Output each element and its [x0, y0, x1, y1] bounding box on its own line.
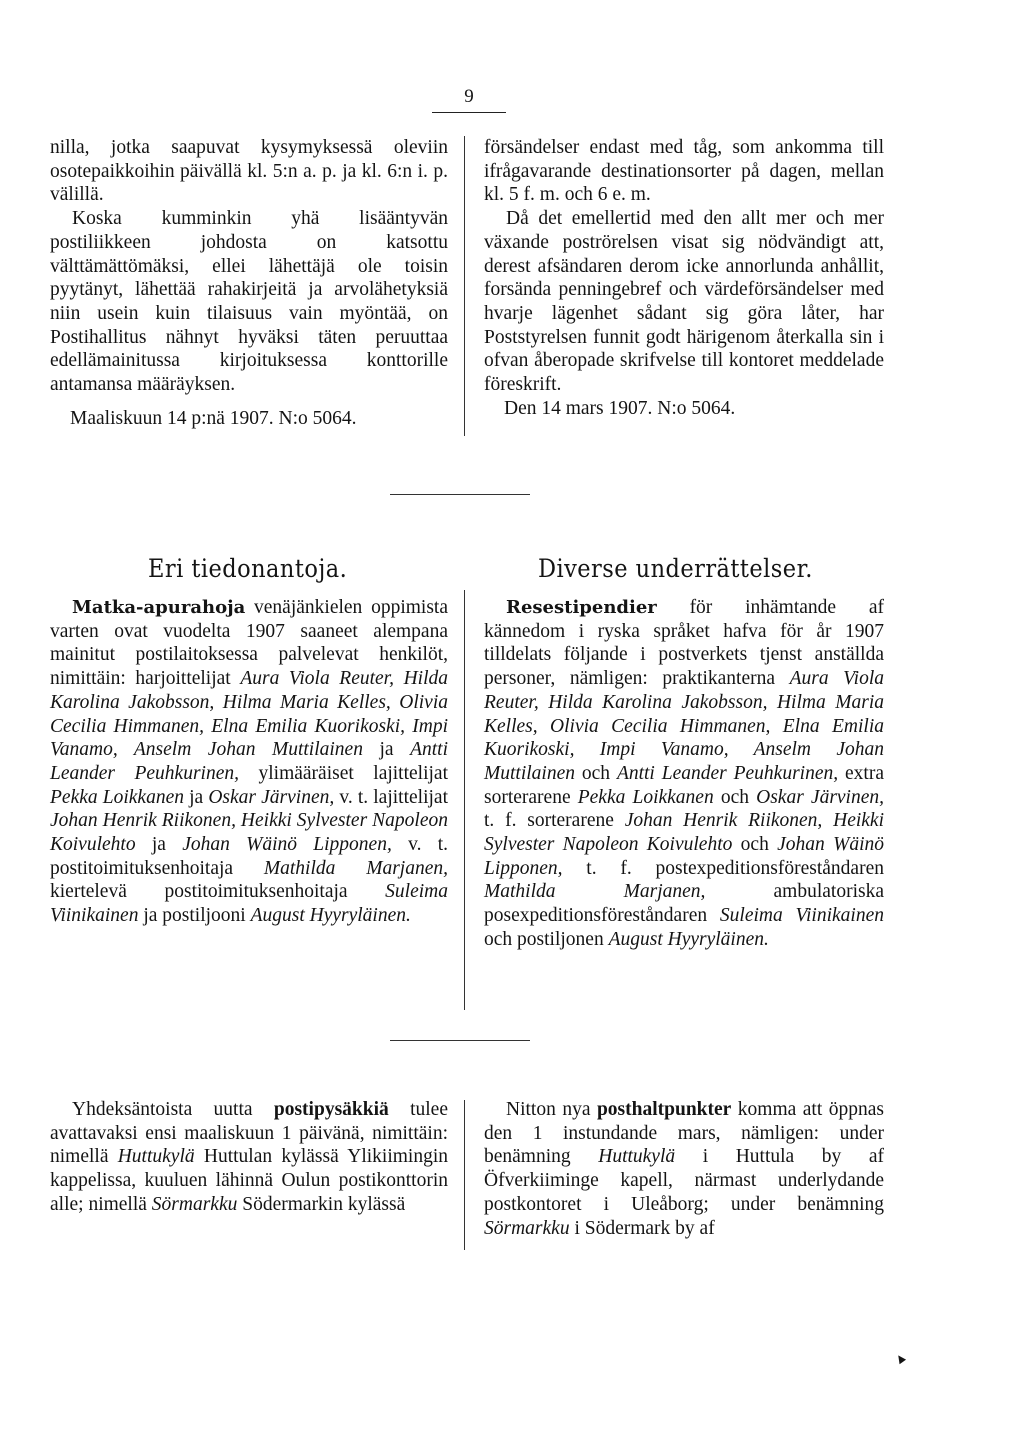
section-divider-1 [390, 494, 530, 495]
top-fi-lead: nilla, jotka saapuvat kysymyksessä oleviin osotepaikkoihin päivällä kl. 5:n a. p. ja kl. 6:n i. p. välillä. [50, 137, 448, 206]
fi-name: Mathilda Marjanen, [263, 857, 448, 879]
page-number-rule [432, 112, 506, 113]
ink-speck: ▴ [892, 1349, 909, 1368]
top-column-divider [464, 136, 465, 436]
middle-fi-paragraph: Matka-apurahoja venäjänkielen oppimista varten ovat vuodelta 1907 saaneet alempana mainitut postilaitoksessa palvelevat henkilöt, nimittäin: harjoittelijat Aura Viola Reuter, Hilda Karolina Jakobsson, Hilma Maria Kelles, Olivia Cecilia Himmanen, Elna Emilia Kuorikoski, Impi Vanamo, Anselm Johan Muttilainen ja Antti Leander Peuhkurinen, ylimääräiset lajittelijat Pekka Loikkanen ja Oskar Järvinen, v. t. lajittelijat Johan Henrik Riikonen, Heikki Sylvester Napoleon Koivulehto ja Johan Wäinö Lipponen, v. t. postitoimituksenhoitaja Mathilda Marjanen, kiertelevä postitoimituksenhoitaja Suleima Viinikainen ja postiljooni August Hyyryläinen. [50, 597, 449, 927]
fi-bold-term: postipysäkkiä [273, 1099, 389, 1120]
fi-name: Pekka Loikkanen [50, 786, 184, 808]
fi-section-heading: Eri tiedonantoja. [148, 554, 348, 583]
top-fi-dateline: Maaliskuun 14 p:nä 1907. N:o 5064. [70, 407, 357, 429]
middle-swedish-column [484, 596, 884, 952]
top-sv-body: Då det emellertid med den allt mer och mer växande poströrelsen visat sig nödvändigt att, derest afsändaren derom icke annorlunda anhållit, forsända penningebref och värdeförsändelser med hvarje lägenhet sådant sig göra låter, har Poststyrelsen funnit godt härigenom återkalla sin i ofvan åberopade skrifvelse till kontoret meddelade föreskrift. [484, 208, 884, 396]
fi-name: August Hyyryläinen. [250, 905, 411, 927]
sv-name: August Hyyryläinen. [608, 928, 769, 950]
sv-place-name: Sörmarkku [484, 1217, 570, 1239]
middle-sv-paragraph: Resestipendier för inhämtande af kännedom i ryska språket hafva för år 1907 tilldelats följande i postverkets tjenst anställda personer, nämligen: praktikanterna Aura Viola Reuter, Hilda Karolina Jakobsson, Hilma Maria Kelles, Olivia Cecilia Himmanen, Elna Emilia Kuorikoski, Impi Vanamo, Anselm Johan Muttilainen och Antti Leander Peuhkurinen, extra sorterarene Pekka Loikkanen och Oskar Järvinen, t. f. sorterarene Johan Henrik Riikonen, Heikki Sylvester Napoleon Koivulehto och Johan Wäinö Lipponen, t. f. postexpeditionsföreståndaren Mathilda Marjanen, ambulatoriska posexpeditionsföreståndaren Suleima Viinikainen och postiljonen August Hyyryläinen. [484, 597, 885, 950]
bottom-finnish-column [50, 1098, 448, 1217]
page-number: 9 [464, 86, 474, 107]
fi-name: Oskar Järvinen, [208, 786, 335, 808]
top-sv-lead: försändelser endast med tåg, som ankomma till ifrågavarande destinationsorter på dagen, mellan kl. 5 f. m. och 6 e. m. [484, 137, 884, 206]
top-finnish-column [50, 136, 448, 430]
sv-place-name: Huttukylä [598, 1146, 676, 1168]
fi-runin-heading: Matka-apurahoja [72, 597, 246, 618]
fi-name: Suleima Viinikainen [50, 881, 448, 927]
bottom-fi-paragraph: Yhdeksäntoista uutta postipysäkkiä tulee avattavaksi ensi maaliskuun 1 päivänä, nimittäin: nimellä Huttukylä Huttulan kylässä Ylikiimingin kappelissa, kuuluen lähinnä Oulun postikonttorin alle; nimellä Sörmarkku Södermarkin kylässä [50, 1099, 448, 1215]
middle-column-divider [464, 590, 465, 1010]
sv-name: Suleima Viinikainen [719, 905, 884, 927]
sv-section-heading: Diverse underrättelser. [538, 554, 813, 583]
sv-name: Johan Wäinö Lipponen, [484, 834, 884, 879]
top-swedish-column [484, 136, 884, 420]
sv-name: Johan Henrik Riikonen, Heikki Sylvester Napoleon Koivulehto [484, 810, 884, 856]
sv-name: Pekka Loikkanen [577, 786, 714, 808]
fi-place-name: Huttukylä [117, 1146, 195, 1168]
sv-bold-term: posthaltpunkter [596, 1099, 732, 1120]
sv-name: Mathilda Marjanen, [484, 881, 706, 903]
top-sv-dateline: Den 14 mars 1907. N:o 5064. [504, 397, 736, 419]
fi-name: Johan Wäinö Lipponen, [182, 834, 392, 856]
top-fi-body: Koska kumminkin yhä lisääntyvän postiliikkeen johdosta on katsottu välttämättömäksi, ellei lähettäjä ole toisin pyytänyt, lähettää rahakirjeitä ja arvolähetyksiä niin usein kuin tilaisuus vain myöntää, on Postihallitus nähnyt hyväksi täten peruuttaa edellämainitussa kirjoituksessa konttorille antamansa määräyksen. [50, 208, 448, 396]
bottom-column-divider [464, 1100, 465, 1250]
bottom-swedish-column [484, 1098, 884, 1240]
sv-name: Oskar Järvinen, [756, 786, 885, 808]
bottom-sv-paragraph: Nitton nya posthaltpunkter komma att öppnas den 1 instundande mars, nämligen: under benämning Huttukylä i Huttula by af Öfverkiiminge kapell, närmast underlydande postkontoret i Uleåborg; under benämning Sörmarkku i Södermark by af [484, 1099, 884, 1239]
sv-name: Antti Leander Peuhkurinen, [616, 762, 839, 784]
sv-runin-heading: Resestipendier [506, 597, 657, 618]
middle-finnish-column [50, 596, 448, 928]
fi-name: Johan Henrik Riikonen, Heikki Sylvester Napoleon Koivulehto [50, 810, 448, 856]
fi-name: Aura Viola Reuter, Hilda Karolina Jakobsson, Hilma Maria Kelles, Olivia Cecilia Himmanen, Elna Emilia Kuorikoski, Impi Vanamo, Anselm Johan Muttilainen [50, 668, 448, 761]
fi-name: Antti Leander Peuhkurinen, [50, 739, 449, 784]
section-divider-2 [390, 1040, 530, 1041]
sv-name: Aura Viola Reuter, Hilda Karolina Jakobsson, Hilma Maria Kelles, Olivia Cecilia Himmanen, Elna Emilia Kuorikoski, Impi Vanamo, Anselm Johan Muttilainen [484, 668, 884, 784]
fi-place-name: Sörmarkku [151, 1193, 238, 1215]
